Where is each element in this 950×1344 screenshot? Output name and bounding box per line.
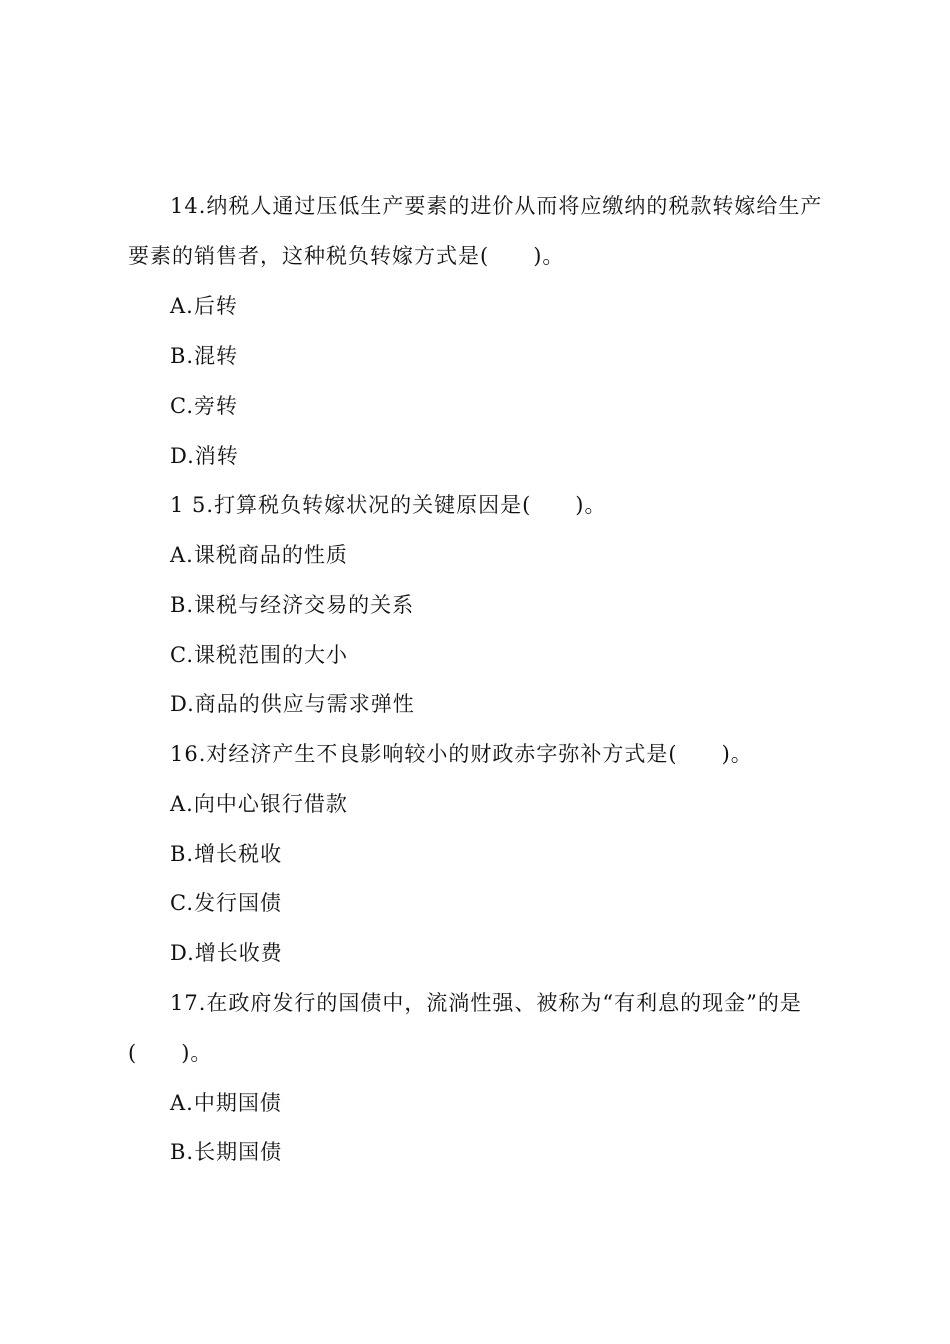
question-15-option-d: D.商品的供应与需求弹性	[170, 692, 415, 716]
question-15-option-b: B.课税与经济交易的关系	[170, 593, 415, 617]
question-14-option-c: C.旁转	[170, 394, 238, 418]
question-16-option-b: B.增长税收	[170, 842, 283, 866]
question-15-stem: 1 5.打算税负转嫁状况的关键原因是( )。	[170, 493, 607, 517]
question-15-option-a: A.课税商品的性质	[170, 543, 348, 567]
question-15-option-c: C.课税范围的大小	[170, 643, 348, 667]
question-14-option-a: A.后转	[170, 294, 238, 318]
question-14-stem-line1: 14.纳税人通过压低生产要素的进价从而将应缴纳的税款转嫁给生产	[170, 194, 823, 218]
question-16-stem: 16.对经济产生不良影响较小的财政赤字弥补方式是( )。	[170, 742, 753, 766]
question-14-stem-line2: 要素的销售者，这种税负转嫁方式是( )。	[128, 244, 565, 268]
question-17-option-a: A.中期国债	[170, 1091, 282, 1115]
question-14-option-b: B.混转	[170, 344, 239, 368]
question-16-option-a: A.向中心银行借款	[170, 792, 348, 816]
question-14-option-d: D.消转	[170, 444, 239, 468]
question-16-option-c: C.发行国债	[170, 891, 282, 915]
question-17-option-b: B.长期国债	[170, 1140, 283, 1164]
question-17-stem-line2: ( )。	[128, 1041, 213, 1065]
question-16-option-d: D.增长收费	[170, 941, 283, 965]
question-17-stem-line1: 17.在政府发行的国债中，流淌性强、被称为“有利息的现金”的是	[170, 991, 802, 1015]
